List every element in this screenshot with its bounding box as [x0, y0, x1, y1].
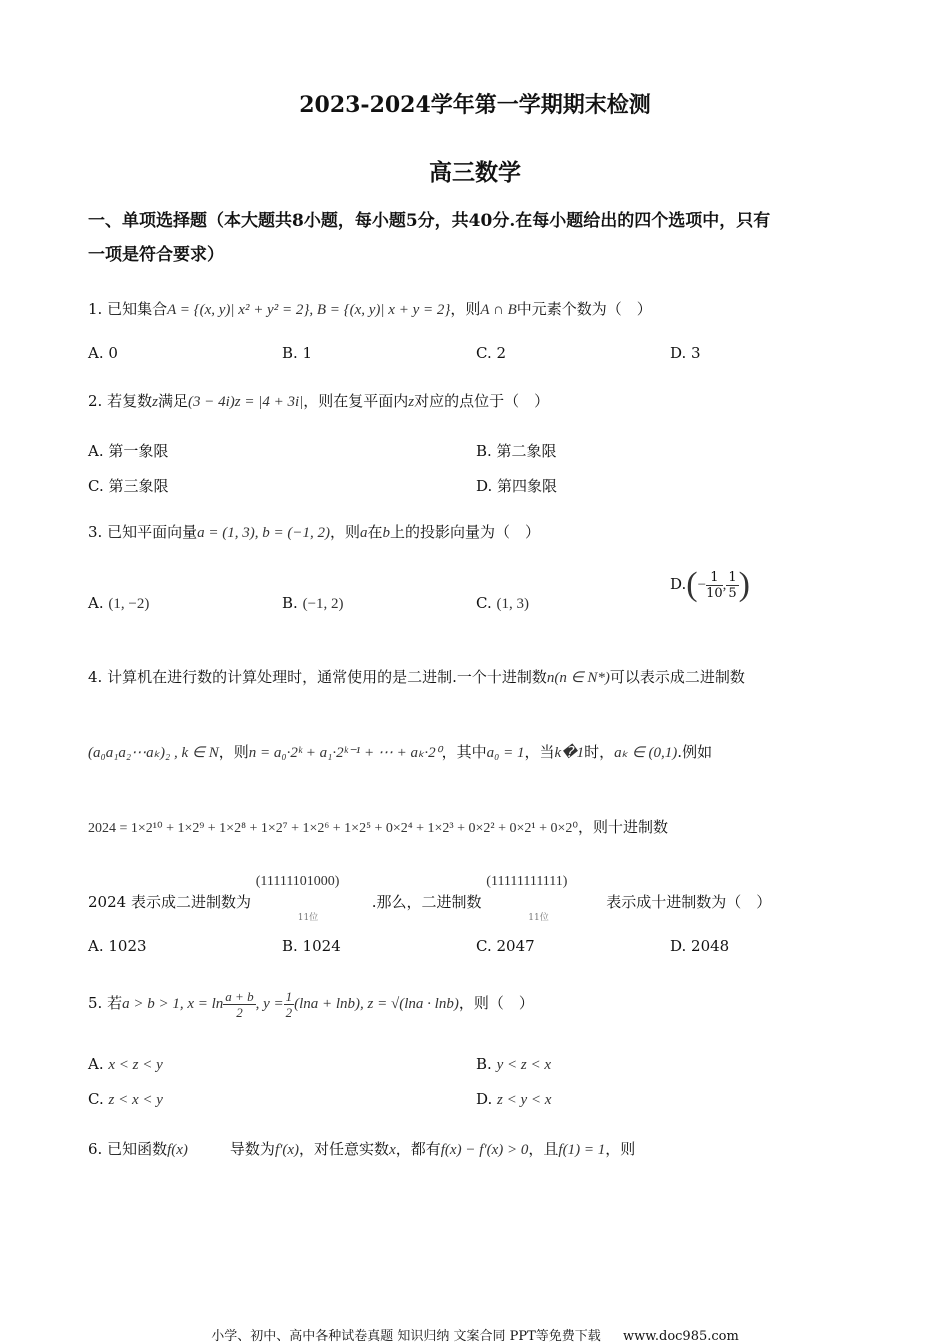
q5-option-a	[88, 1055, 163, 1074]
q4-line4-prefix: 2024 表示成二进制数为	[88, 893, 251, 911]
q3-option-d-frac1: $\frac{1}{10}$	[706, 569, 723, 601]
q4-line2-t5: .例如	[677, 743, 713, 761]
q4-line2-math1: (a₀a₁a₂⋯aₖ)₂ , k ∈ N	[88, 745, 219, 761]
q2-option-c: C. 第三象限	[88, 477, 169, 495]
q2-var-2: z	[408, 394, 415, 410]
q6-mid3: ，都有	[395, 1140, 441, 1158]
question-1	[88, 298, 652, 319]
q5-option-c	[88, 1090, 163, 1109]
q3-option-b-label: B.	[282, 594, 298, 612]
q1-middle: ，则	[450, 300, 481, 318]
question-2	[88, 390, 549, 411]
q5-option-b-math: y < z < x	[496, 1057, 551, 1073]
q4-option-d: D. 2048	[670, 937, 730, 955]
q3-suffix: 上的投影向量为（ ）	[389, 523, 540, 541]
q6-mid1: 导数为	[229, 1140, 275, 1158]
footer-url[interactable]: www.doc985.com	[623, 1329, 739, 1344]
q5-option-d	[476, 1090, 551, 1109]
q2-suffix: 对应的点位于（ ）	[414, 392, 550, 410]
q2-mid1: 满足	[157, 392, 188, 410]
q3-mid2: 在	[367, 523, 383, 541]
q5-option-b-label: B.	[476, 1055, 492, 1073]
q5-option-c-label: C.	[88, 1090, 104, 1108]
q2-prefix: 2. 若复数	[88, 392, 153, 410]
q4-line4-suffix: 表示成十进制数为（ ）	[606, 893, 772, 911]
q4-line2-math5: aₖ ∈ (0,1)	[614, 745, 678, 761]
q3-option-b-math: (−1, 2)	[302, 596, 344, 612]
q5-option-b	[476, 1055, 551, 1074]
q5-math3: (lna + lnb), z = √(lna · lnb)	[294, 996, 459, 1012]
q3-option-a-math: (1, −2)	[108, 596, 150, 612]
question-5	[88, 979, 534, 1028]
q5-option-c-math: z < x < y	[108, 1092, 163, 1108]
q3-option-d-label: D.	[670, 575, 687, 593]
q2-mid2: ，则在复平面内	[303, 392, 409, 410]
q4-line2-t4: 时，	[584, 743, 615, 761]
q1-math2: A ∩ B	[480, 302, 517, 318]
q5-option-a-math: x < z < y	[108, 1057, 163, 1073]
section-heading-line1: 一、单项选择题（本大题共8小题，每小题5分，共40分.在每小题给出的四个选项中，只有	[88, 211, 771, 231]
page-subtitle: 高三数学	[429, 159, 521, 186]
q2-option-b: B. 第二象限	[476, 442, 557, 460]
q1-suffix: 中元素个数为（ ）	[516, 300, 652, 318]
q1-math: A = {(x, y)| x² + y² = 2}, B = {(x, y)| x + y = 2}	[167, 302, 451, 318]
q6-mid4: ，且	[528, 1140, 559, 1158]
q3-option-a-label: A.	[88, 594, 104, 612]
q3-var-b: b	[382, 525, 390, 541]
q5-option-d-label: D.	[476, 1090, 493, 1108]
section-heading-line2: 一项是符合要求）	[88, 245, 224, 265]
q4-line1-text: 4. 计算机在进行数的计算处理时，通常使用的是二进制.一个十进制数	[88, 668, 547, 686]
q4-line3-suffix: ，则十进制数	[578, 818, 669, 836]
question-3	[88, 521, 540, 542]
q1-option-d: D. 3	[670, 344, 701, 362]
q3-option-d: D.(− $\frac{1}{10}$ , $\frac{1}{5}$ )	[670, 566, 750, 603]
q3-option-b	[282, 594, 344, 613]
q5-math2: , y =	[255, 996, 284, 1012]
q4-binary-2: (11111111111) 11位	[486, 874, 568, 923]
q3-var-a: a	[359, 525, 368, 541]
page-footer	[0, 1325, 950, 1344]
q4-line1-suffix: 可以表示成二进制数	[609, 668, 745, 686]
question-4-line3	[88, 816, 668, 837]
q3-prefix: 3. 已知平面向量	[88, 523, 198, 541]
q6-math5: f(1) = 1	[558, 1142, 606, 1158]
q5-option-d-math: z < y < x	[497, 1092, 552, 1108]
q2-var: z	[152, 394, 158, 410]
question-6	[88, 1138, 635, 1159]
q2-option-d: D. 第四象限	[476, 477, 558, 495]
footer-text: 小学、初中、高中各种试卷真题 知识归纳 文案合同 PPT等免费下载	[211, 1329, 601, 1344]
q4-line2-math2: n = a₀·2ᵏ + a₁·2ᵏ⁻¹ + ⋯ + aₖ·2⁰	[248, 745, 442, 761]
q2-math: (3 − 4i)z = |4 + 3i|	[187, 394, 304, 410]
q5-math1: a > b > 1, x = ln	[122, 996, 224, 1012]
section-heading	[88, 204, 868, 272]
q3-option-c	[476, 594, 529, 613]
q3-option-c-math: (1, 3)	[496, 596, 529, 612]
q6-math4: f(x) − f′(x) > 0	[440, 1142, 529, 1158]
question-4-line2	[88, 741, 712, 762]
page-title: 2023-2024学年第一学期期末检测	[299, 92, 651, 118]
q4-line4-mid: .那么，二进制数	[371, 893, 482, 911]
q4-line2-t3: ，当	[524, 743, 555, 761]
q5-frac1: $\frac{a + b}{2}$	[225, 988, 254, 1020]
q2-option-a: A. 第一象限	[88, 442, 169, 460]
q3-mid1: ，则	[329, 523, 360, 541]
q5-prefix: 5. 若	[88, 994, 123, 1012]
q6-math3: x	[389, 1142, 396, 1158]
q6-suffix: ，则	[605, 1140, 636, 1158]
q4-option-a: A. 1023	[88, 937, 147, 955]
q3-option-c-label: C.	[476, 594, 492, 612]
q4-option-c: C. 2047	[476, 937, 535, 955]
q1-option-c: C. 2	[476, 344, 507, 362]
q3-option-d-frac2: $\frac{1}{5}$	[728, 569, 737, 601]
q4-binary-1: (11111101000) 11位	[255, 874, 340, 923]
q4-line2-math3: a₀ = 1	[486, 745, 525, 761]
q5-frac2: $\frac{1}{2}$	[285, 988, 293, 1020]
q4-line3-math: 2024 = 1×2¹⁰ + 1×2⁹ + 1×2⁸ + 1×2⁷ + 1×2⁶ + 1×2⁵ + 0×2⁴ + 1×2³ + 0×2² + 0×2¹ + 0×2⁰	[88, 821, 578, 836]
q4-line2-t1: ，则	[218, 743, 249, 761]
q5-suffix: ，则（ ）	[458, 994, 534, 1012]
q3-math: a = (1, 3), b = (−1, 2)	[197, 525, 330, 541]
q5-option-a-label: A.	[88, 1055, 104, 1073]
q1-option-b: B. 1	[282, 344, 313, 362]
question-4-line4	[88, 874, 772, 923]
question-4-line1	[88, 666, 745, 687]
q4-line2-t2: ，其中	[441, 743, 487, 761]
q4-option-b: B. 1024	[282, 937, 341, 955]
q6-math2: f′(x)	[274, 1142, 300, 1158]
q3-option-a	[88, 594, 149, 613]
q4-line1-math: n(n ∈ N*)	[546, 670, 610, 686]
q1-prefix: 1. 已知集合	[88, 300, 168, 318]
q6-prefix: 6. 已知函数	[88, 1140, 168, 1158]
q1-option-a: A. 0	[88, 344, 118, 362]
q6-mid2: ，对任意实数	[299, 1140, 390, 1158]
q4-line2-math4: k�1	[554, 745, 585, 761]
q6-math1: f(x)	[167, 1142, 188, 1158]
